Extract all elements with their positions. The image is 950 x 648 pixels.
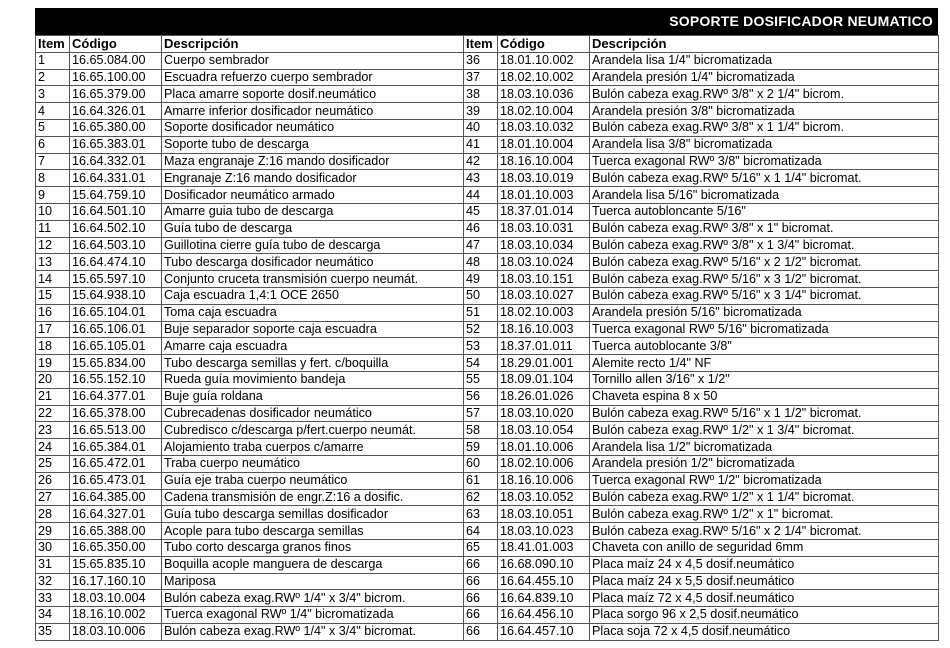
cell-descripcion-right: Arandela presión 3/8" bicromatizada <box>590 103 939 120</box>
cell-descripcion-right: Arandela presión 1/4" bicromatizada <box>590 69 939 86</box>
cell-codigo-left: 16.64.503.10 <box>70 237 162 254</box>
cell-descripcion-left: Tuerca exagonal RWº 1/4" bicromatizada <box>162 607 464 624</box>
cell-item-left: 30 <box>36 539 70 556</box>
cell-codigo-right: 18.01.10.004 <box>498 136 590 153</box>
cell-item-right: 66 <box>464 623 498 640</box>
cell-item-right: 62 <box>464 489 498 506</box>
cell-codigo-right: 18.01.10.002 <box>498 52 590 69</box>
cell-descripcion-right: Bulón cabeza exag.RWº 1/2" x 1 3/4" bicromat. <box>590 422 939 439</box>
table-row <box>36 556 939 573</box>
cell-codigo-left: 16.65.350.00 <box>70 539 162 556</box>
cell-item-right: 58 <box>464 422 498 439</box>
table-row <box>36 170 939 187</box>
cell-codigo-right: 16.64.455.10 <box>498 573 590 590</box>
header-descripcion-left: Descripción <box>162 36 464 53</box>
cell-item-right: 54 <box>464 355 498 372</box>
cell-item-right: 60 <box>464 455 498 472</box>
cell-codigo-left: 16.65.513.00 <box>70 422 162 439</box>
cell-descripcion-left: Conjunto cruceta transmisión cuerpo neumát. <box>162 271 464 288</box>
cell-item-left: 23 <box>36 422 70 439</box>
cell-descripcion-left: Bulón cabeza exag.RWº 1/4" x 3/4" bicromat. <box>162 623 464 640</box>
header-item-right: Item <box>464 36 498 53</box>
cell-codigo-left: 16.64.502.10 <box>70 220 162 237</box>
cell-item-right: 52 <box>464 321 498 338</box>
cell-item-left: 26 <box>36 472 70 489</box>
cell-codigo-left: 15.65.597.10 <box>70 271 162 288</box>
table-row <box>36 69 939 86</box>
table-row <box>36 489 939 506</box>
cell-codigo-right: 18.37.01.014 <box>498 203 590 220</box>
cell-codigo-left: 16.55.152.10 <box>70 371 162 388</box>
table-row <box>36 153 939 170</box>
cell-descripcion-left: Placa amarre soporte dosif.neumático <box>162 86 464 103</box>
cell-descripcion-left: Dosificador neumático armado <box>162 187 464 204</box>
cell-item-right: 43 <box>464 170 498 187</box>
cell-descripcion-left: Guía tubo de descarga <box>162 220 464 237</box>
cell-descripcion-left: Buje separador soporte caja escuadra <box>162 321 464 338</box>
cell-descripcion-left: Caja escuadra 1,4:1 OCE 2650 <box>162 287 464 304</box>
table-row <box>36 455 939 472</box>
cell-codigo-left: 16.65.084.00 <box>70 52 162 69</box>
cell-descripcion-left: Buje guía roldana <box>162 388 464 405</box>
cell-codigo-right: 18.03.10.034 <box>498 237 590 254</box>
cell-descripcion-left: Acople para tubo descarga semillas <box>162 523 464 540</box>
cell-item-right: 48 <box>464 254 498 271</box>
table-row <box>36 388 939 405</box>
cell-descripcion-left: Alojamiento traba cuerpos c/amarre <box>162 439 464 456</box>
cell-codigo-right: 18.03.10.019 <box>498 170 590 187</box>
table-row <box>36 472 939 489</box>
table-row <box>36 607 939 624</box>
cell-item-left: 16 <box>36 304 70 321</box>
cell-item-right: 65 <box>464 539 498 556</box>
table-row <box>36 623 939 640</box>
cell-codigo-left: 15.65.835.10 <box>70 556 162 573</box>
table-row <box>36 338 939 355</box>
cell-item-right: 59 <box>464 439 498 456</box>
cell-descripcion-left: Amarre guia tubo de descarga <box>162 203 464 220</box>
table-header-row <box>36 36 939 53</box>
cell-codigo-right: 18.16.10.004 <box>498 153 590 170</box>
cell-descripcion-left: Soporte dosificador neumático <box>162 119 464 136</box>
header-descripcion-right: Descripción <box>590 36 939 53</box>
cell-codigo-right: 18.03.10.051 <box>498 506 590 523</box>
cell-codigo-left: 18.16.10.002 <box>70 607 162 624</box>
cell-codigo-left: 16.65.388.00 <box>70 523 162 540</box>
cell-item-left: 25 <box>36 455 70 472</box>
cell-codigo-right: 18.03.10.151 <box>498 271 590 288</box>
cell-item-right: 63 <box>464 506 498 523</box>
cell-descripcion-right: Bulón cabeza exag.RWº 3/8" x 2 1/4" bicrom. <box>590 86 939 103</box>
cell-codigo-right: 16.64.839.10 <box>498 590 590 607</box>
cell-item-right: 47 <box>464 237 498 254</box>
cell-codigo-right: 18.03.10.027 <box>498 287 590 304</box>
cell-codigo-right: 18.02.10.004 <box>498 103 590 120</box>
cell-descripcion-right: Bulón cabeza exag.RWº 3/8" x 1 3/4" bicromat. <box>590 237 939 254</box>
cell-codigo-right: 16.68.090.10 <box>498 556 590 573</box>
table-row <box>36 103 939 120</box>
cell-item-right: 61 <box>464 472 498 489</box>
cell-descripcion-right: Bulón cabeza exag.RWº 5/16" x 3 1/4" bicromat. <box>590 287 939 304</box>
table-row <box>36 203 939 220</box>
cell-descripcion-right: Bulón cabeza exag.RWº 5/16" x 2 1/4" bicromat. <box>590 523 939 540</box>
table-row <box>36 237 939 254</box>
page-title: SOPORTE DOSIFICADOR NEUMATICO <box>35 8 938 35</box>
cell-descripcion-left: Mariposa <box>162 573 464 590</box>
cell-codigo-left: 16.64.385.00 <box>70 489 162 506</box>
cell-item-left: 19 <box>36 355 70 372</box>
cell-descripcion-right: Bulón cabeza exag.RWº 3/8" x 1" bicromat. <box>590 220 939 237</box>
cell-descripcion-left: Maza engranaje Z:16 mando dosificador <box>162 153 464 170</box>
cell-item-left: 20 <box>36 371 70 388</box>
cell-descripcion-left: Boquilla acople manguera de descarga <box>162 556 464 573</box>
cell-item-right: 45 <box>464 203 498 220</box>
cell-codigo-right: 18.03.10.032 <box>498 119 590 136</box>
cell-codigo-left: 16.64.377.01 <box>70 388 162 405</box>
cell-descripcion-left: Amarre inferior dosificador neumático <box>162 103 464 120</box>
cell-item-left: 6 <box>36 136 70 153</box>
cell-codigo-right: 18.03.10.054 <box>498 422 590 439</box>
table-row <box>36 371 939 388</box>
cell-codigo-right: 18.26.01.026 <box>498 388 590 405</box>
cell-codigo-left: 18.03.10.004 <box>70 590 162 607</box>
cell-descripcion-right: Bulón cabeza exag.RWº 5/16" x 2 1/2" bicromat. <box>590 254 939 271</box>
cell-item-right: 37 <box>464 69 498 86</box>
cell-item-right: 51 <box>464 304 498 321</box>
cell-descripcion-right: Arandela lisa 3/8" bicromatizada <box>590 136 939 153</box>
cell-item-right: 66 <box>464 590 498 607</box>
cell-item-right: 50 <box>464 287 498 304</box>
cell-codigo-right: 18.09.01.104 <box>498 371 590 388</box>
cell-item-right: 41 <box>464 136 498 153</box>
cell-descripcion-left: Escuadra refuerzo cuerpo sembrador <box>162 69 464 86</box>
cell-descripcion-right: Alemite recto 1/4" NF <box>590 355 939 372</box>
table-row <box>36 405 939 422</box>
cell-descripcion-right: Bulón cabeza exag.RWº 1/2" x 1 1/4" bicromat. <box>590 489 939 506</box>
cell-descripcion-right: Placa soja 72 x 4,5 dosif.neumático <box>590 623 939 640</box>
table-row <box>36 523 939 540</box>
cell-codigo-left: 16.65.383.01 <box>70 136 162 153</box>
cell-codigo-right: 16.64.457.10 <box>498 623 590 640</box>
cell-descripcion-right: Tuerca exagonal RWº 1/2" bicromatizada <box>590 472 939 489</box>
cell-descripcion-left: Tubo descarga dosificador neumático <box>162 254 464 271</box>
cell-item-left: 18 <box>36 338 70 355</box>
header-codigo-right: Código <box>498 36 590 53</box>
cell-codigo-right: 18.03.10.024 <box>498 254 590 271</box>
table-row <box>36 590 939 607</box>
table-row <box>36 439 939 456</box>
cell-descripcion-right: Arandela lisa 1/4" bicromatizada <box>590 52 939 69</box>
cell-descripcion-left: Tubo corto descarga granos finos <box>162 539 464 556</box>
cell-descripcion-left: Amarre caja escuadra <box>162 338 464 355</box>
cell-descripcion-right: Bulón cabeza exag.RWº 3/8" x 1 1/4" bicrom. <box>590 119 939 136</box>
cell-item-right: 66 <box>464 556 498 573</box>
cell-descripcion-left: Guía eje traba cuerpo neumático <box>162 472 464 489</box>
cell-codigo-right: 18.03.10.052 <box>498 489 590 506</box>
cell-item-left: 32 <box>36 573 70 590</box>
cell-codigo-right: 18.03.10.031 <box>498 220 590 237</box>
cell-codigo-left: 15.64.938.10 <box>70 287 162 304</box>
cell-descripcion-left: Guillotina cierre guía tubo de descarga <box>162 237 464 254</box>
cell-descripcion-right: Tuerca autoblocante 3/8" <box>590 338 939 355</box>
cell-item-right: 55 <box>464 371 498 388</box>
cell-codigo-left: 16.65.100.00 <box>70 69 162 86</box>
cell-descripcion-right: Placa maíz 24 x 5,5 dosif.neumático <box>590 573 939 590</box>
cell-item-right: 38 <box>464 86 498 103</box>
cell-item-left: 9 <box>36 187 70 204</box>
cell-codigo-left: 16.65.384.01 <box>70 439 162 456</box>
table-row <box>36 254 939 271</box>
cell-codigo-left: 16.64.327.01 <box>70 506 162 523</box>
cell-item-left: 15 <box>36 287 70 304</box>
cell-descripcion-right: Arandela lisa 5/16" bicromatizada <box>590 187 939 204</box>
cell-codigo-left: 16.64.474.10 <box>70 254 162 271</box>
cell-codigo-left: 18.03.10.006 <box>70 623 162 640</box>
cell-codigo-left: 16.65.380.00 <box>70 119 162 136</box>
cell-item-left: 13 <box>36 254 70 271</box>
table-row <box>36 220 939 237</box>
cell-item-left: 17 <box>36 321 70 338</box>
cell-codigo-left: 16.65.106.01 <box>70 321 162 338</box>
table-row <box>36 539 939 556</box>
cell-codigo-left: 15.65.834.00 <box>70 355 162 372</box>
cell-codigo-left: 16.17.160.10 <box>70 573 162 590</box>
cell-codigo-right: 18.03.10.023 <box>498 523 590 540</box>
cell-codigo-left: 16.64.331.01 <box>70 170 162 187</box>
cell-item-left: 34 <box>36 607 70 624</box>
cell-item-left: 4 <box>36 103 70 120</box>
cell-item-right: 39 <box>464 103 498 120</box>
cell-codigo-left: 16.64.326.01 <box>70 103 162 120</box>
cell-codigo-right: 18.29.01.001 <box>498 355 590 372</box>
cell-descripcion-right: Arandela presión 5/16" bicromatizada <box>590 304 939 321</box>
cell-descripcion-left: Guía tubo descarga semillas dosificador <box>162 506 464 523</box>
cell-item-left: 7 <box>36 153 70 170</box>
cell-codigo-left: 16.64.332.01 <box>70 153 162 170</box>
cell-descripcion-left: Engranaje Z:16 mando dosificador <box>162 170 464 187</box>
cell-item-right: 36 <box>464 52 498 69</box>
cell-descripcion-left: Bulón cabeza exag.RWº 1/4" x 3/4" bicrom. <box>162 590 464 607</box>
table-row <box>36 86 939 103</box>
cell-descripcion-right: Arandela lisa 1/2" bicromatizada <box>590 439 939 456</box>
cell-item-left: 3 <box>36 86 70 103</box>
table-row <box>36 321 939 338</box>
cell-descripcion-left: Cubrecadenas dosificador neumático <box>162 405 464 422</box>
cell-item-left: 1 <box>36 52 70 69</box>
cell-descripcion-right: Chaveta espina 8 x 50 <box>590 388 939 405</box>
table-row <box>36 573 939 590</box>
cell-item-left: 29 <box>36 523 70 540</box>
cell-item-left: 8 <box>36 170 70 187</box>
cell-descripcion-left: Cubredisco c/descarga p/fert.cuerpo neumát. <box>162 422 464 439</box>
cell-item-left: 24 <box>36 439 70 456</box>
cell-codigo-left: 16.65.104.01 <box>70 304 162 321</box>
cell-descripcion-left: Toma caja escuadra <box>162 304 464 321</box>
table-row <box>36 52 939 69</box>
cell-item-left: 27 <box>36 489 70 506</box>
cell-descripcion-right: Chaveta con anillo de seguridad 6mm <box>590 539 939 556</box>
table-row <box>36 119 939 136</box>
cell-item-right: 53 <box>464 338 498 355</box>
cell-codigo-right: 18.16.10.006 <box>498 472 590 489</box>
cell-item-right: 46 <box>464 220 498 237</box>
header-item-left: Item <box>36 36 70 53</box>
cell-item-left: 33 <box>36 590 70 607</box>
cell-item-left: 11 <box>36 220 70 237</box>
cell-item-right: 66 <box>464 607 498 624</box>
cell-codigo-right: 18.02.10.006 <box>498 455 590 472</box>
cell-codigo-right: 18.02.10.002 <box>498 69 590 86</box>
cell-item-right: 44 <box>464 187 498 204</box>
cell-descripcion-right: Arandela presión 1/2" bicromatizada <box>590 455 939 472</box>
table-row <box>36 422 939 439</box>
cell-codigo-right: 18.37.01.011 <box>498 338 590 355</box>
cell-descripcion-right: Bulón cabeza exag.RWº 5/16" x 1 1/2" bicromat. <box>590 405 939 422</box>
cell-descripcion-left: Soporte tubo de descarga <box>162 136 464 153</box>
cell-item-left: 5 <box>36 119 70 136</box>
table-row <box>36 506 939 523</box>
table-row <box>36 271 939 288</box>
cell-item-right: 57 <box>464 405 498 422</box>
cell-codigo-right: 18.03.10.020 <box>498 405 590 422</box>
cell-descripcion-right: Tuerca exagonal RWº 5/16" bicromatizada <box>590 321 939 338</box>
cell-codigo-left: 16.65.473.01 <box>70 472 162 489</box>
cell-descripcion-right: Bulón cabeza exag.RWº 1/2" x 1" bicromat. <box>590 506 939 523</box>
cell-codigo-left: 16.65.105.01 <box>70 338 162 355</box>
cell-item-right: 49 <box>464 271 498 288</box>
table-row <box>36 304 939 321</box>
table-row <box>36 355 939 372</box>
cell-descripcion-left: Tubo descarga semillas y fert. c/boquilla <box>162 355 464 372</box>
cell-item-left: 35 <box>36 623 70 640</box>
cell-codigo-left: 16.65.378.00 <box>70 405 162 422</box>
cell-descripcion-left: Cuerpo sembrador <box>162 52 464 69</box>
cell-descripcion-right: Placa sorgo 96 x 2,5 dosif.neumático <box>590 607 939 624</box>
cell-descripcion-right: Tornillo allen 3/16" x 1/2" <box>590 371 939 388</box>
cell-descripcion-left: Cadena transmisión de engr.Z:16 a dosific. <box>162 489 464 506</box>
cell-item-left: 14 <box>36 271 70 288</box>
cell-codigo-right: 18.03.10.036 <box>498 86 590 103</box>
cell-codigo-right: 16.64.456.10 <box>498 607 590 624</box>
cell-codigo-right: 18.16.10.003 <box>498 321 590 338</box>
cell-descripcion-right: Bulón cabeza exag.RWº 5/16" x 3 1/2" bicromat. <box>590 271 939 288</box>
cell-item-right: 66 <box>464 573 498 590</box>
cell-descripcion-right: Tuerca autobloncante 5/16" <box>590 203 939 220</box>
cell-descripcion-right: Placa maíz 24 x 4,5 dosif.neumático <box>590 556 939 573</box>
cell-descripcion-right: Bulón cabeza exag.RWº 5/16" x 1 1/4" bicromat. <box>590 170 939 187</box>
table-row <box>36 287 939 304</box>
cell-codigo-left: 16.65.472.01 <box>70 455 162 472</box>
cell-item-right: 56 <box>464 388 498 405</box>
cell-item-right: 40 <box>464 119 498 136</box>
cell-codigo-left: 16.65.379.00 <box>70 86 162 103</box>
cell-codigo-left: 16.64.501.10 <box>70 203 162 220</box>
cell-item-left: 21 <box>36 388 70 405</box>
cell-item-left: 10 <box>36 203 70 220</box>
cell-descripcion-left: Traba cuerpo neumático <box>162 455 464 472</box>
cell-descripcion-right: Tuerca exagonal RWº 3/8" bicromatizada <box>590 153 939 170</box>
cell-codigo-right: 18.01.10.006 <box>498 439 590 456</box>
cell-codigo-right: 18.41.01.003 <box>498 539 590 556</box>
cell-item-right: 42 <box>464 153 498 170</box>
cell-descripcion-right: Placa maíz 72 x 4,5 dosif.neumático <box>590 590 939 607</box>
cell-item-left: 2 <box>36 69 70 86</box>
cell-item-right: 64 <box>464 523 498 540</box>
cell-descripcion-left: Rueda guía movimiento bandeja <box>162 371 464 388</box>
cell-codigo-right: 18.01.10.003 <box>498 187 590 204</box>
cell-item-left: 31 <box>36 556 70 573</box>
cell-codigo-left: 15.64.759.10 <box>70 187 162 204</box>
parts-sheet <box>35 8 938 641</box>
cell-item-left: 12 <box>36 237 70 254</box>
table-row <box>36 136 939 153</box>
table-row <box>36 187 939 204</box>
header-codigo-left: Código <box>70 36 162 53</box>
cell-item-left: 28 <box>36 506 70 523</box>
cell-codigo-right: 18.02.10.003 <box>498 304 590 321</box>
cell-item-left: 22 <box>36 405 70 422</box>
parts-table <box>35 35 939 641</box>
